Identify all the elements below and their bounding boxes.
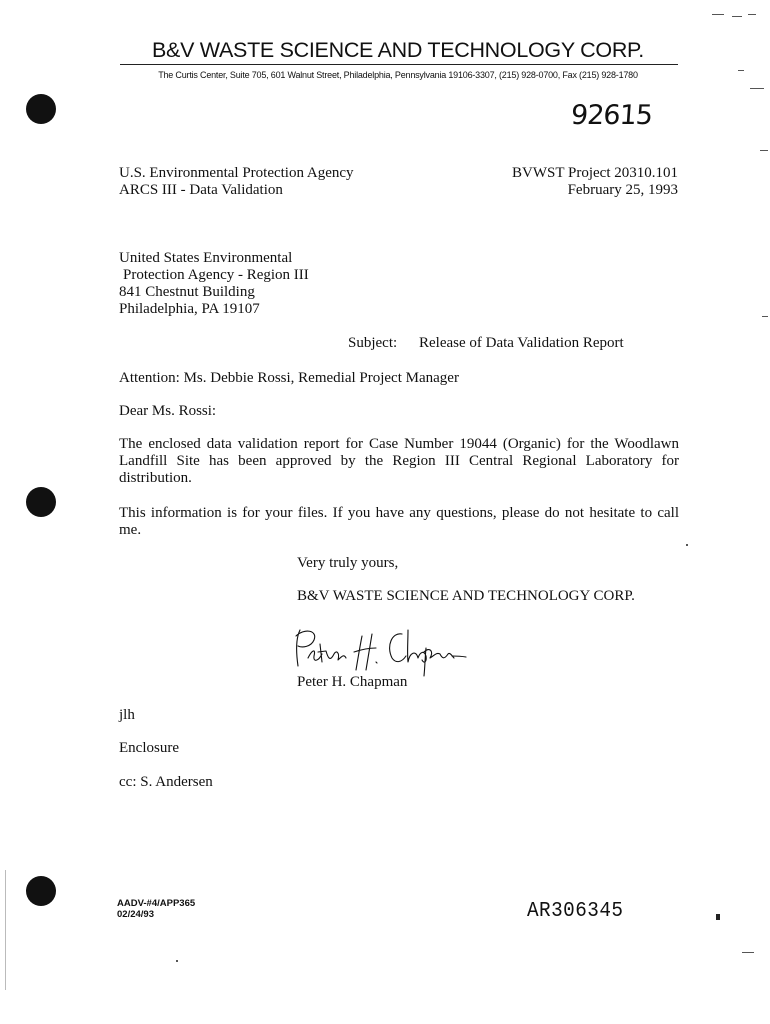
subject-text: Release of Data Validation Report xyxy=(419,335,624,351)
scan-speck xyxy=(750,88,764,89)
handwritten-signature xyxy=(284,622,474,680)
recipient-line4: Philadelphia, PA 19107 xyxy=(119,301,260,317)
footer-file-code: AADV-#4/APP365 xyxy=(117,898,196,909)
salutation: Dear Ms. Rossi: xyxy=(119,403,217,419)
binder-hole-middle xyxy=(26,487,56,517)
valediction: Very truly yours, xyxy=(297,555,399,571)
scan-speck xyxy=(738,70,744,71)
binder-hole-top xyxy=(26,94,56,124)
scan-speck xyxy=(686,544,688,546)
attention-line: Attention: Ms. Debbie Rossi, Remedial Project Manager xyxy=(119,370,459,386)
recipient-line1: United States Environmental xyxy=(119,250,293,266)
footer-date: 02/24/93 xyxy=(117,909,154,920)
scan-speck xyxy=(760,150,768,151)
body-paragraph-1: The enclosed data validation report for Case Number 19044 (Organic) for the Woodlawn Landfill Site has been approved by the Region III Central Regional Laboratory for distribution. xyxy=(119,436,679,486)
carbon-copy-note: cc: S. Andersen xyxy=(119,774,213,790)
binder-hole-bottom xyxy=(26,876,56,906)
enclosure-note: Enclosure xyxy=(119,740,179,756)
scan-speck xyxy=(716,914,720,920)
project-number: BVWST Project 20310.101 xyxy=(512,165,678,181)
recipient-line2: Protection Agency - Region III xyxy=(123,267,309,283)
recipient-line3: 841 Chestnut Building xyxy=(119,284,255,300)
subject-label: Subject: xyxy=(348,335,398,351)
scan-speck xyxy=(712,14,724,15)
letterhead-rule xyxy=(120,64,678,65)
scan-speck xyxy=(176,960,178,962)
scan-speck xyxy=(762,316,768,317)
scan-speck xyxy=(748,14,756,15)
header-left-line1: U.S. Environmental Protection Agency xyxy=(119,165,354,181)
body-paragraph-2: This information is for your files. If you have any questions, please do not hesitate to call me. xyxy=(119,505,679,538)
handwritten-document-number: 92615 xyxy=(569,100,653,131)
header-left-line2: ARCS III - Data Validation xyxy=(119,182,283,198)
letter-date: February 25, 1993 xyxy=(567,182,678,198)
scan-speck xyxy=(742,952,754,953)
page-edge-line xyxy=(5,870,6,990)
scan-speck xyxy=(732,16,742,17)
letterhead-address: The Curtis Center, Suite 705, 601 Walnut Street, Philadelphia, Pennsylvania 19106-3307, (215) 928-0700, Fax (215) 928-1780 xyxy=(158,70,638,80)
letterhead-company-name: B&V WASTE SCIENCE AND TECHNOLOGY CORP. xyxy=(152,38,644,62)
signer-name: Peter H. Chapman xyxy=(297,674,408,690)
closing-company: B&V WASTE SCIENCE AND TECHNOLOGY CORP. xyxy=(297,588,635,604)
administrative-record-stamp: AR306345 xyxy=(527,900,624,923)
typist-initials: jlh xyxy=(119,707,135,723)
